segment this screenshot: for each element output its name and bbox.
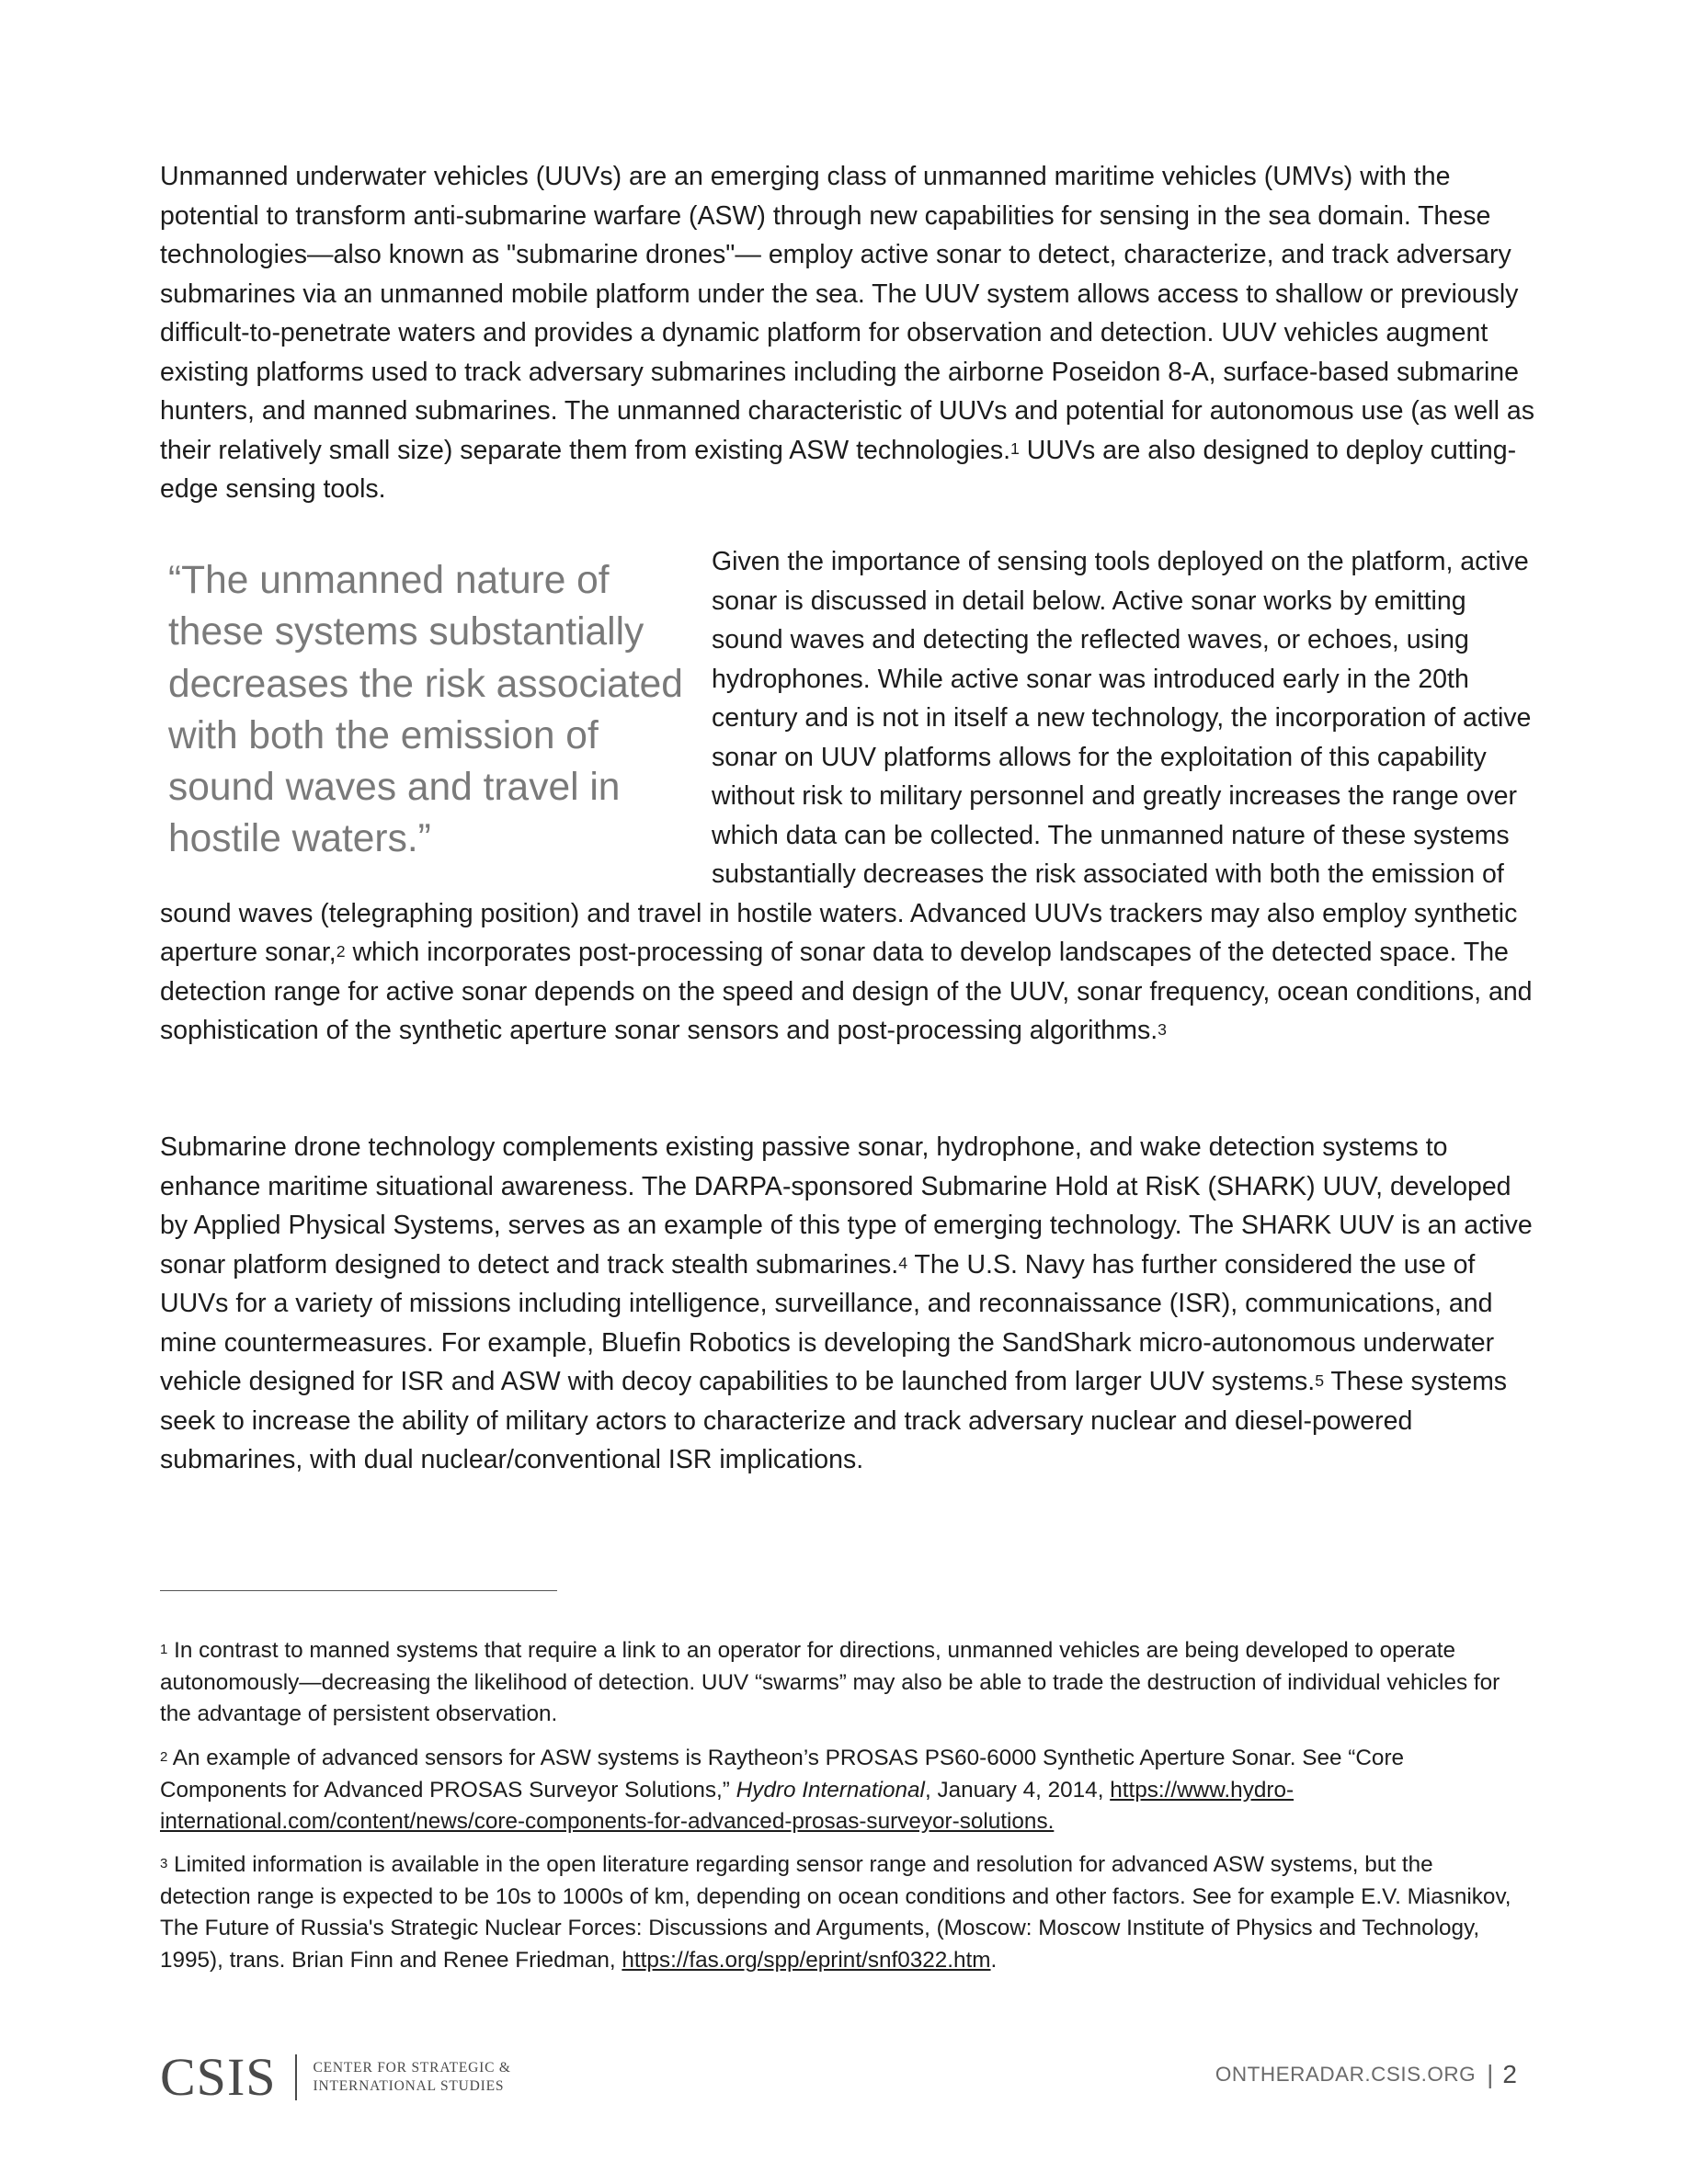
para1-text: Unmanned underwater vehicles (UUVs) are an emerging class of unmanned maritime vehicles (UMVs) with the potential to transform anti-submarine warfare (ASW) through new capabilities for sensing in the sea domain. These technologies—also known as "submarine drones"— employ active sonar to detect, characterize, and track adversary submarines via an unmanned mobile platform under the sea. The UUV system allows access to shallow or previously difficult-to-penetrate waters and provides a dynamic platform for observation and detection. UUV vehicles augment existing platforms used to track adversary submarines including the airborne Poseidon 8-A, surface-based submarine hunters, and manned submarines. The unmanned characteristic of UUVs and potential for autonomous use (as well as their relatively small size) separate them from existing ASW technologies. [160, 162, 1534, 465]
footnote-number-3: 3 [160, 1856, 168, 1872]
body-paragraph-1 [160, 157, 1539, 509]
logo-line-1: CENTER FOR STRATEGIC & [313, 2060, 511, 2076]
para2-text-cont: which incorporates post-processing of sonar data to develop landscapes of the detected space. The detection range for active sonar depends on the speed and design of the UUV, sonar frequency, ocean conditions, and sophistication of the synthetic aperture sonar sensors and post-processing algorithms. [160, 938, 1533, 1045]
pull-quote: “The unmanned nature of these systems substantially decreases the risk associated with both the emission of sound waves and travel in hostile waters.” [168, 559, 683, 861]
footer-separator: | [1487, 2060, 1494, 2088]
footnote-2-publication: Hydro International [736, 1777, 925, 1803]
body-paragraph-3 [160, 1128, 1539, 1480]
footnote-2-date: , January 4, 2014, [924, 1777, 1111, 1803]
footnote-1-text: In contrast to manned systems that require a link to an operator for directions, unmanned vehicles are being developed to operate autonomously—decreasing the likelihood of detection. UUV “swarms” may also be able to trade the destruction of individual vehicles for the advantage of persistent observation. [160, 1638, 1500, 1726]
footnote-3-text: Limited information is available in the open literature regarding sensor range and resolution for advanced ASW systems, but the detection range is expected to be 10s to 1000s of km, depending on ocean conditions and other factors. See for example E.V. Miasnikov, The Future of Russia's Strategic Nuclear Forces: Discussions and Arguments, (Moscow: Moscow Institute of Physics and Technology, 1995), trans. Brian Finn and Renee Friedman, [160, 1852, 1511, 1973]
pull-quote-spacer [160, 542, 712, 892]
para2-text: Given the importance of sensing tools deployed on the platform, active sonar is discussed in detail below. Active sonar works by emitting sound waves and detecting the reflected waves, or echoes, using hydrophones. While active sonar was introduced early in the 20th century and is not in itself a new technology, the incorporation of active sonar on UUV platforms allows for the exploitation of this capability without risk to military personnel and greatly increases the range over which data can be collected. The unmanned nature of these systems substantially decreases the risk associated with both the emission of sound waves (telegraphing position) and travel in hostile waters. Advanced UUVs trackers may also employ synthetic aperture sonar, [160, 547, 1532, 967]
logo-divider [295, 2054, 297, 2100]
logo-mark: CSIS [160, 2047, 277, 2107]
csis-logo[interactable] [160, 2047, 511, 2107]
footnote-1 [160, 1635, 1521, 1731]
para3-text-end: These systems seek to increase the ability of military actors to characterize and track adversary nuclear and diesel-powered submarines, with dual nuclear/conventional ISR implications. [160, 1367, 1508, 1474]
footnote-ref-4[interactable]: 4 [898, 1254, 908, 1273]
footnote-number-2: 2 [160, 1749, 168, 1766]
site-link[interactable]: ONTHERADAR.CSIS.ORG [1215, 2063, 1477, 2086]
footnote-2-text: An example of advanced sensors for ASW systems is Raytheon’s PROSAS PS60-6000 Synthetic Aperture Sonar. See “Core Components for Advanced PROSAS Surveyor Solutions,” [160, 1746, 1405, 1803]
footnote-separator [160, 1590, 557, 1591]
page-number: 2 [1502, 2060, 1517, 2088]
footnote-number-1: 1 [160, 1642, 168, 1658]
para3-text: Submarine drone technology complements existing passive sonar, hydrophone, and wake detection systems to enhance maritime situational awareness. The DARPA-sponsored Submarine Hold at RisK (SHARK) UUV, developed by Applied Physical Systems, serves as an example of this type of emerging technology. The SHARK UUV is an active sonar platform designed to detect and track stealth submarines. [160, 1132, 1533, 1280]
footnote-ref-5[interactable]: 5 [1315, 1371, 1325, 1390]
footnote-3-link[interactable]: https://fas.org/spp/eprint/snf0322.htm [622, 1947, 991, 1973]
footnote-2 [160, 1743, 1521, 1838]
footnote-3-end: . [990, 1947, 998, 1973]
footnote-ref-3[interactable]: 3 [1158, 1019, 1167, 1039]
logo-line-2: INTERNATIONAL STUDIES [313, 2078, 505, 2094]
footnote-ref-2[interactable]: 2 [336, 941, 346, 961]
para1-text-end: UUVs are also designed to deploy cutting-edge sensing tools. [160, 435, 1517, 504]
page-footer [1215, 2060, 1517, 2089]
footnote-3 [160, 1849, 1521, 1976]
footnote-2-link[interactable]: https://www.hydro-international.com/content/news/core-components-for-advanced-prosas-surveyor-solutions. [160, 1777, 1295, 1834]
para3-text-cont: The U.S. Navy has further considered the use of UUVs for a variety of missions including intelligence, surveillance, and reconnaissance (ISR), communications, and mine countermeasures. For example, Bluefin Robotics is developing the SandShark micro-autonomous underwater vehicle designed for ISR and ASW with decoy capabilities to be launched from larger UUV systems. [160, 1249, 1495, 1396]
body-paragraph-2 [160, 542, 1539, 1051]
footnote-ref-1[interactable]: 1 [1010, 439, 1020, 459]
logo-wordmark [314, 2059, 511, 2096]
